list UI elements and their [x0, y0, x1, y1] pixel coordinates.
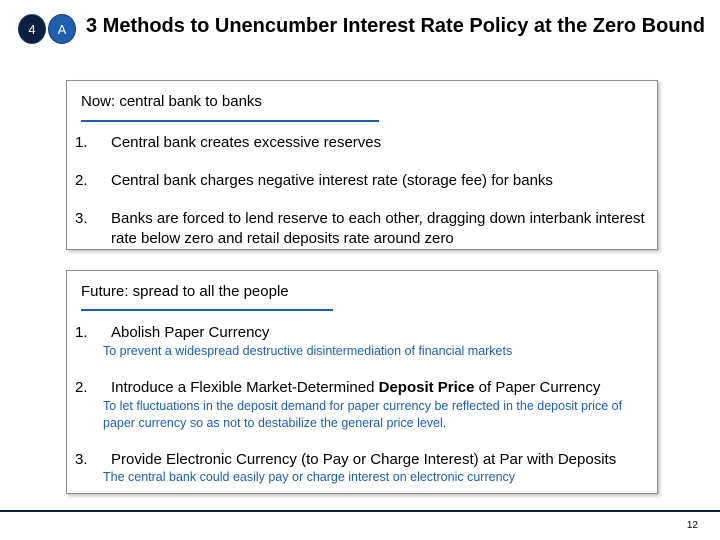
- section-letter: A: [57, 21, 67, 37]
- item-number: 3.: [75, 210, 88, 227]
- future-item-description: The central bank could easily pay or charge interest on electronic currency: [103, 470, 516, 484]
- item-text: Central bank charges negative interest rate (storage fee) for banks: [111, 172, 553, 189]
- section-number-badge: [18, 14, 46, 44]
- item-text: [111, 378, 647, 398]
- item-number: 3.: [75, 451, 88, 468]
- item-text-emphasis: Deposit Price: [378, 379, 475, 396]
- item-text-end: of Paper Currency: [474, 379, 601, 396]
- page-number: 12: [686, 520, 698, 531]
- now-heading-underline: [81, 120, 379, 122]
- future-heading: Future: spread to all the people: [81, 283, 289, 300]
- now-box: [66, 80, 658, 250]
- item-text: Central bank creates excessive reserves: [111, 134, 382, 151]
- item-number: 2.: [75, 172, 88, 189]
- item-text-start: Introduce a Flexible Market-Determined: [111, 379, 379, 396]
- future-box: [66, 270, 658, 494]
- now-heading: Now: central bank to banks: [81, 93, 262, 110]
- future-heading-underline: [81, 309, 333, 311]
- item-number: 1.: [75, 324, 88, 341]
- section-number: 4: [28, 21, 36, 37]
- page-title: 3 Methods to Unencumber Interest Rate Policy at the Zero Bound: [86, 15, 705, 37]
- section-letter-badge: [48, 14, 76, 44]
- footer-divider: [0, 510, 720, 512]
- future-item-description: To prevent a widespread destructive disintermediation of financial markets: [103, 344, 513, 358]
- item-text: Banks are forced to lend reserve to each other, dragging down interbank interest rate below zero and retail deposits rate around zero: [111, 210, 645, 247]
- future-item-description: To let fluctuations in the deposit demand for paper currency be reflected in the deposit price of paper currency so as not to destabilize the general price level.: [103, 399, 623, 430]
- item-number: 1.: [75, 134, 88, 151]
- item-number: 2.: [75, 379, 88, 396]
- item-text: Abolish Paper Currency: [111, 324, 270, 341]
- item-text: Provide Electronic Currency (to Pay or Charge Interest) at Par with Deposits: [111, 451, 617, 468]
